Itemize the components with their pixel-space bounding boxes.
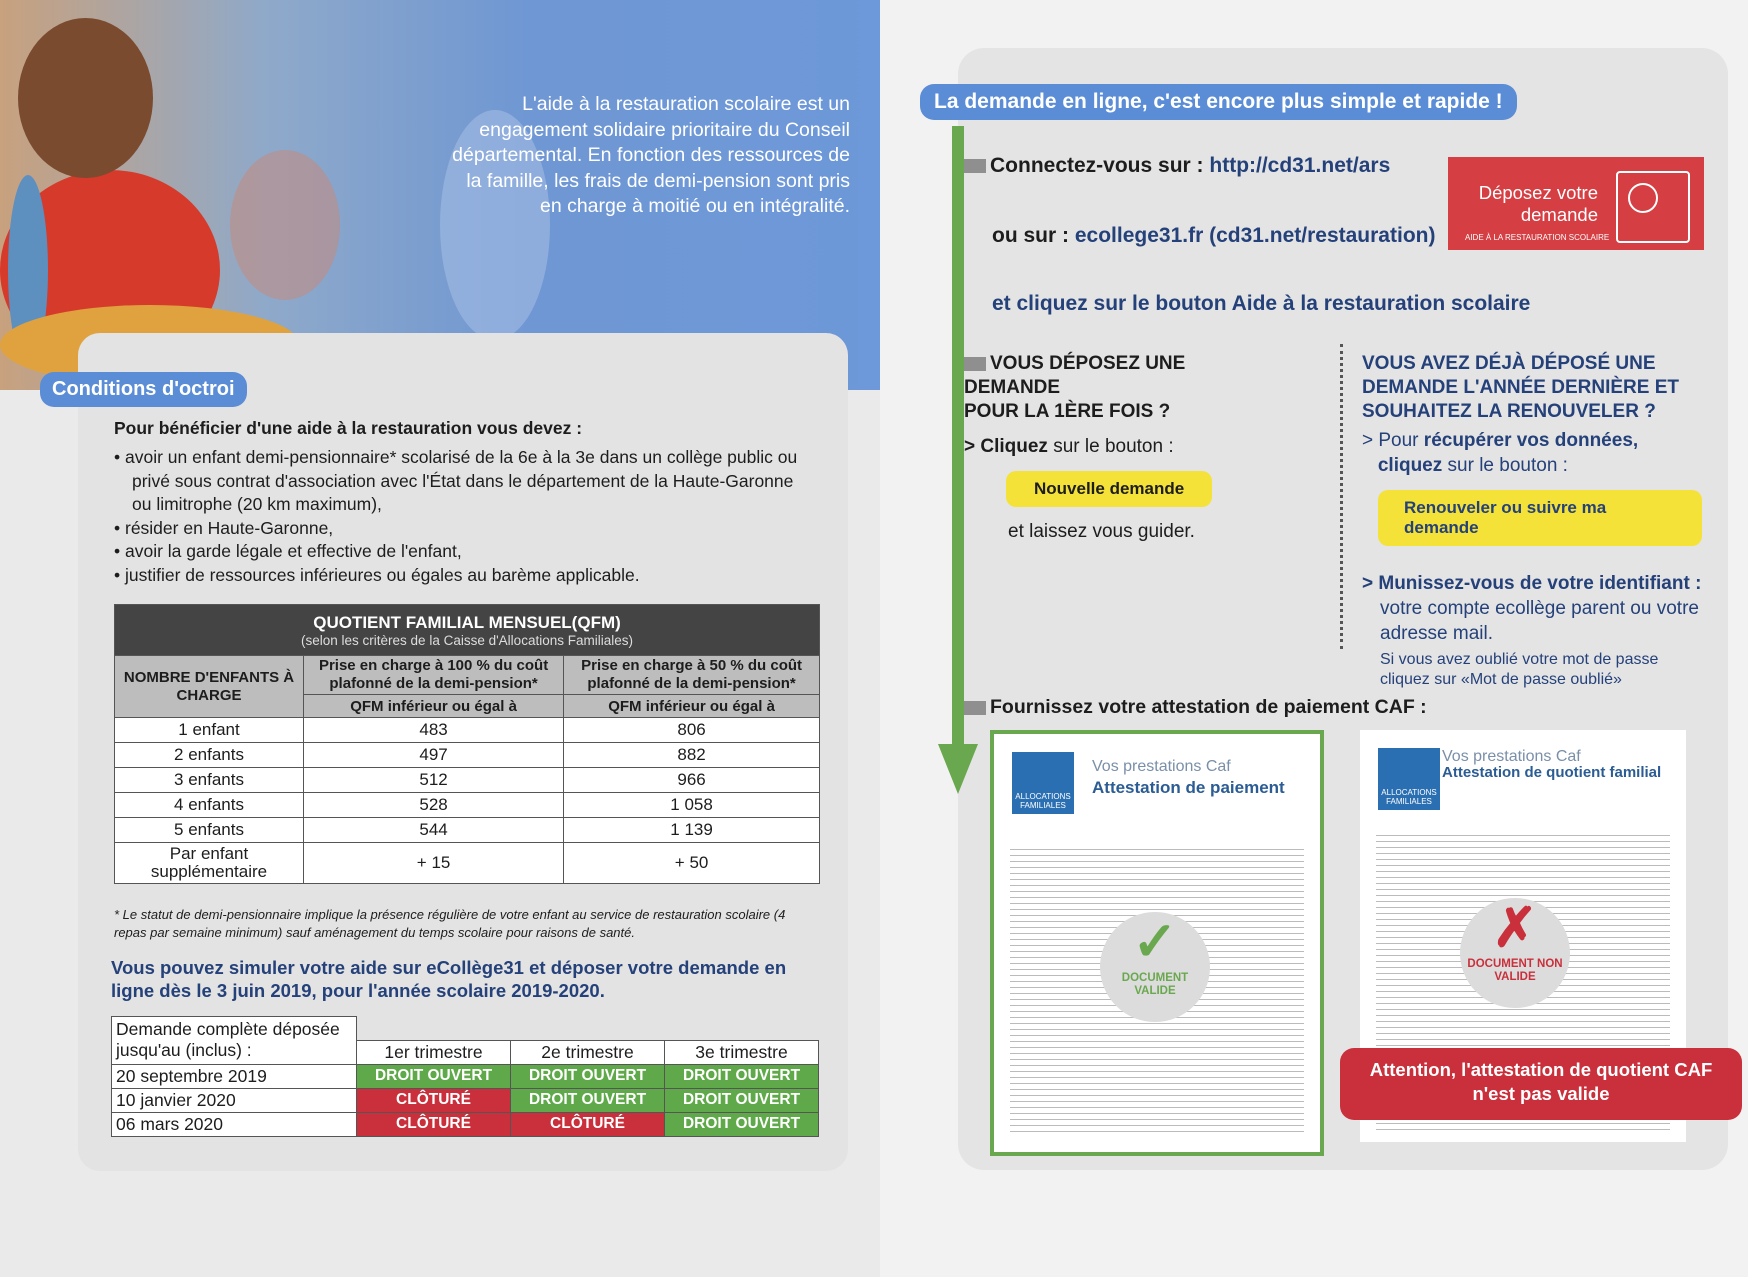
qfm-cell-100: 544 xyxy=(304,818,564,843)
qfm-table xyxy=(114,604,820,884)
cross-icon: ✗ xyxy=(1492,898,1538,958)
checkmark-icon: ✓ xyxy=(1132,912,1178,972)
qfm-cell-label: 5 enfants xyxy=(115,818,304,843)
hero-photo xyxy=(0,0,880,390)
qfm-cell-label: 1 enfant xyxy=(115,718,304,743)
deposez-subtitle: AIDE À LA RESTAURATION SCOLAIRE xyxy=(1465,233,1610,242)
trim-header-2: 2e trimestre xyxy=(511,1040,665,1064)
qfm-cell-100: 483 xyxy=(304,718,564,743)
first-request-column xyxy=(964,352,1284,544)
first-click-line xyxy=(964,434,1284,459)
connect-prefix: Connectez-vous sur : xyxy=(990,154,1204,177)
table-row xyxy=(115,818,820,843)
invalid-stamp xyxy=(1460,898,1570,1008)
doc1-big-title: Attestation de paiement xyxy=(1092,778,1285,797)
attention-banner xyxy=(1340,1048,1742,1120)
table-row xyxy=(115,793,820,818)
status-badge: DROIT OUVERT xyxy=(665,1088,819,1112)
valid-stamp-label: DOCUMENT VALIDE xyxy=(1121,972,1189,997)
condition-item: • résider en Haute-Garonne, xyxy=(114,517,334,538)
bullet-bar-icon xyxy=(964,357,986,371)
table-row xyxy=(115,743,820,768)
deposez-button-image[interactable] xyxy=(1448,157,1704,250)
valid-stamp xyxy=(1100,912,1210,1022)
first-click-bold: > Cliquez xyxy=(964,436,1048,457)
status-badge: DROIT OUVERT xyxy=(665,1112,819,1136)
conditions-tag: Conditions d'octroi xyxy=(40,372,247,407)
conditions-intro: Pour bénéficier d'une aide à la restauration vous devez : xyxy=(114,418,583,438)
table-row xyxy=(112,1088,819,1112)
doc2-big-title: Attestation de quotient familial xyxy=(1442,764,1662,781)
qfm-cell-100: + 15 xyxy=(304,843,564,884)
table-row xyxy=(115,768,820,793)
renew-line-a: > Pour xyxy=(1362,430,1424,451)
condition-item: • avoir la garde légale et effective de l'enfant, xyxy=(114,541,462,561)
status-badge: DROIT OUVERT xyxy=(511,1088,665,1112)
qfm-sub-50: QFM inférieur ou égal à xyxy=(564,695,820,718)
qfm-sub-100: QFM inférieur ou égal à xyxy=(304,695,564,718)
doc1-small-title: Vos prestations Caf xyxy=(1092,758,1231,775)
forgot-password-text: Si vous avez oublié votre mot de passe cliquez sur «Mot de passe oublié» xyxy=(1380,651,1659,688)
id-heading: > Munissez-vous de votre identifiant : xyxy=(1362,573,1702,594)
renew-line-c: cliquez xyxy=(1377,455,1443,476)
renew-line xyxy=(1362,428,1702,478)
status-badge: DROIT OUVERT xyxy=(357,1064,511,1088)
online-tag: La demande en ligne, c'est encore plus simple et rapide ! xyxy=(920,84,1517,120)
ecollege-link[interactable]: ecollege31.fr (cd31.net/restauration) xyxy=(1074,224,1436,247)
id-text: votre compte ecollège parent ou votre adresse mail. xyxy=(1380,598,1699,644)
qfm-cell-100: 497 xyxy=(304,743,564,768)
deposez-title: Déposez votre demande xyxy=(1478,182,1598,225)
qfm-cell-50: 882 xyxy=(564,743,820,768)
trim-header-1: 1er trimestre xyxy=(357,1040,511,1064)
qfm-cell-50: 806 xyxy=(564,718,820,743)
status-badge: CLÔTURÉ xyxy=(357,1088,511,1112)
qfm-cell-label: 3 enfants xyxy=(115,768,304,793)
qfm-col-children: NOMBRE D'ENFANTS À CHARGE xyxy=(115,656,304,718)
footnote: * Le statut de demi-pensionnaire implique la présence régulière de votre enfant au service de restauration scolaire (4 repas par semaine minimum) sauf aménagement du temps scolaire pour raisons de santé. xyxy=(114,907,786,940)
background-child-shape xyxy=(230,150,340,300)
condition-item: • avoir un enfant demi-pensionnaire* scolarisé de la 6e à la 3e dans un collège public ou privé sous contrat d'association avec l'État dans le département de la Haute-Garonne ou limitrophe (20 km maximum), xyxy=(114,447,798,514)
document-form-icon xyxy=(1616,171,1690,243)
qfm-col-50: Prise en charge à 50 % du coût plafonné de la demi-pension* xyxy=(564,656,820,695)
caf-logo xyxy=(1378,748,1440,810)
green-guide-line xyxy=(952,126,964,746)
qfm-cell-100: 512 xyxy=(304,768,564,793)
qfm-cell-100: 528 xyxy=(304,793,564,818)
status-badge: CLÔTURÉ xyxy=(357,1112,511,1136)
trim-date: 10 janvier 2020 xyxy=(112,1088,357,1112)
qfm-col-100: Prise en charge à 100 % du coût plafonné de la demi-pension* xyxy=(304,656,564,695)
attention-text: Attention, l'attestation de quotient CAF n'est pas valide xyxy=(1369,1059,1713,1104)
click-instruction: et cliquez sur le bouton Aide à la restauration scolaire xyxy=(992,292,1531,315)
simulate-text: Vous pouvez simuler votre aide sur eCollège31 et déposer votre demande en ligne dès le 3 juin 2019, pour l'année scolaire 2019-2020. xyxy=(111,957,787,1001)
connect-url-link[interactable]: http://cd31.net/ars xyxy=(1209,154,1391,177)
table-row xyxy=(115,718,820,743)
status-badge: DROIT OUVERT xyxy=(665,1064,819,1088)
or-prefix: ou sur : xyxy=(992,224,1069,247)
status-badge: DROIT OUVERT xyxy=(511,1064,665,1088)
hero-text: L'aide à la restauration scolaire est un engagement solidaire prioritaire du Conseil départemental. En fonction des ressources de la famille, les frais de demi-pension sont pris en charge à moitié ou en intégralité. xyxy=(452,93,850,217)
renew-line-b: récupérer vos données, xyxy=(1423,430,1639,451)
trim-spacer xyxy=(357,1017,511,1041)
caf-logo xyxy=(1012,752,1074,814)
trim-date: 06 mars 2020 xyxy=(112,1112,357,1136)
first-guide: et laissez vous guider. xyxy=(1008,521,1195,542)
qfm-cell-50: + 50 xyxy=(564,843,820,884)
connect-line xyxy=(964,154,1390,178)
first-click-rest: sur le bouton : xyxy=(1047,436,1174,457)
qfm-subtitle: (selon les critères de la Caisse d'Allocations Familiales) xyxy=(301,632,633,648)
qfm-cell-50: 1 058 xyxy=(564,793,820,818)
conditions-list xyxy=(114,446,814,587)
qfm-cell-label: 2 enfants xyxy=(115,743,304,768)
valid-document-sample xyxy=(990,730,1324,1156)
condition-item: • justifier de ressources inférieures ou égales au barème applicable. xyxy=(114,564,640,585)
renew-column xyxy=(1362,352,1702,690)
trimester-table xyxy=(111,1016,819,1137)
trim-date: 20 septembre 2019 xyxy=(112,1064,357,1088)
qfm-cell-label: 4 enfants xyxy=(115,793,304,818)
new-request-button[interactable]: Nouvelle demande xyxy=(1006,471,1212,507)
dotted-divider xyxy=(1340,344,1343,649)
qfm-title: QUOTIENT FAMILIAL MENSUEL(QFM) xyxy=(313,612,621,632)
first-heading-1: VOUS DÉPOSEZ UNE DEMANDE xyxy=(964,353,1186,398)
child-face-shape xyxy=(18,18,153,178)
bullet-bar-icon xyxy=(964,701,986,715)
qfm-cell-50: 1 139 xyxy=(564,818,820,843)
qfm-cell-50: 966 xyxy=(564,768,820,793)
table-row xyxy=(115,843,820,884)
renew-heading: VOUS AVEZ DÉJÀ DÉPOSÉ UNE DEMANDE L'ANNÉE DERNIÈRE ET SOUHAITEZ LA RENOUVELER ? xyxy=(1362,353,1679,422)
status-badge: CLÔTURÉ xyxy=(511,1112,665,1136)
caf-logo-text: ALLOCATIONS FAMILIALES xyxy=(1381,788,1437,806)
renew-line-d: sur le bouton : xyxy=(1442,455,1568,476)
bullet-bar-icon xyxy=(964,159,986,173)
first-heading xyxy=(964,352,1284,424)
trim-spacer xyxy=(665,1017,819,1041)
renew-button[interactable]: Renouveler ou suivre ma demande xyxy=(1378,490,1702,546)
qfm-cell-label: Par enfant supplémentaire xyxy=(115,843,304,884)
table-row xyxy=(112,1112,819,1136)
invalid-stamp-label: DOCUMENT NON VALIDE xyxy=(1467,958,1563,983)
caf-logo-text: ALLOCATIONS FAMILIALES xyxy=(1015,792,1071,810)
doc2-small-title: Vos prestations Caf xyxy=(1442,748,1581,765)
caf-heading-text: Fournissez votre attestation de paiement CAF : xyxy=(990,696,1427,718)
trim-label-header: Demande complète déposée jusqu'au (inclus) : xyxy=(112,1017,357,1065)
table-row xyxy=(112,1064,819,1088)
trim-spacer xyxy=(511,1017,665,1041)
caf-heading xyxy=(964,696,1427,719)
arrow-down-icon xyxy=(938,744,978,794)
first-heading-2: POUR LA 1ÈRE FOIS ? xyxy=(964,401,1171,422)
trim-header-3: 3e trimestre xyxy=(665,1040,819,1064)
or-line xyxy=(992,224,1435,248)
qfm-title-cell xyxy=(115,605,820,656)
